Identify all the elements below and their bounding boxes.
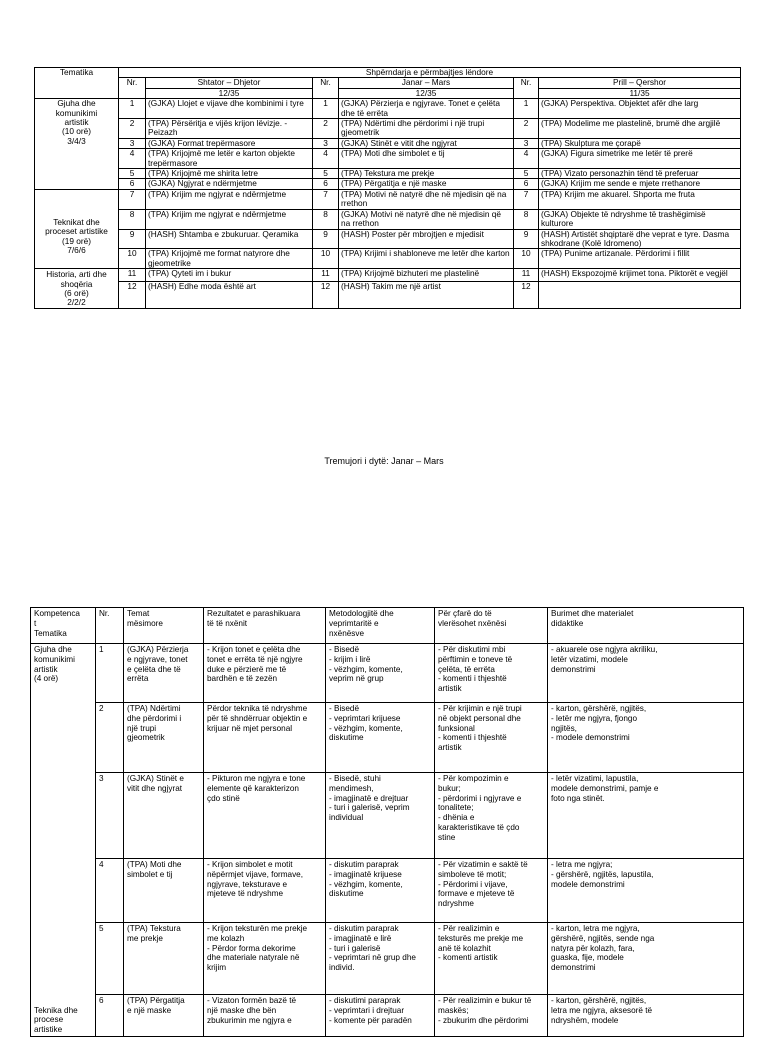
resources-cell: - akuarele ose ngjyra akriliku, letër vizatimi, modele demonstrimi bbox=[548, 644, 744, 703]
distribution-row bbox=[35, 209, 741, 229]
row-number: 3 bbox=[514, 138, 539, 148]
assessment-cell: - Për realizimin e teksturës me prekje me anë të kolazhit - komenti artistik bbox=[435, 923, 548, 995]
topic-cell: (TPA) Motivi në natyrë dhe në mjedisin që na rrethon bbox=[339, 189, 514, 209]
row-number: 10 bbox=[514, 249, 539, 269]
topic-cell: (TPA) Përgatitja e një maske bbox=[339, 179, 514, 189]
methodology-cell: - Bisedë - veprimtari krijuese - vëzhgim, komente, diskutime bbox=[326, 703, 435, 773]
topic-cell: (TPA) Krijim me ngjyrat e ndërmjetme bbox=[146, 209, 313, 229]
lesson-row bbox=[31, 923, 744, 995]
resources-cell: - letër vizatimi, lapustila, modele demonstrimi, pamje e foto nga stinët. bbox=[548, 773, 744, 859]
topic-cell: (TPA) Krijojmë me letër e karton objekte trepërmasore bbox=[146, 149, 313, 169]
topic-cell: (TPA) Krijojmë me shirita letre bbox=[146, 169, 313, 179]
period-name: Prill – Qershor bbox=[539, 78, 741, 88]
topic-cell: (HASH) Edhe moda është art bbox=[146, 281, 313, 308]
period-name: Shtator – Dhjetor bbox=[146, 78, 313, 88]
distribution-row bbox=[35, 179, 741, 189]
row-number: 4 bbox=[313, 149, 339, 169]
topic-cell: (TPA) Qyteti im i bukur bbox=[146, 269, 313, 282]
topic-cell: (HASH) Artistët shqiptarë dhe veprat e tyre. Dasma shkodrane (Kolë Idromeno) bbox=[539, 229, 741, 249]
row-number: 5 bbox=[119, 169, 146, 179]
row-number: 6 bbox=[514, 179, 539, 189]
methodology-cell: - Bisedë, stuhi mendimesh, - imagjinatë e drejtuar - turi i galerisë, veprim individual bbox=[326, 773, 435, 859]
row-number: 5 bbox=[514, 169, 539, 179]
row-number: 11 bbox=[119, 269, 146, 282]
row-number: 4 bbox=[96, 859, 124, 923]
topic-cell: (HASH) Ekspozojmë krijimet tona. Piktorët e vegjël bbox=[539, 269, 741, 282]
topic-cell: (GJKA) Stinët e vitit dhe ngjyrat bbox=[124, 773, 204, 859]
row-number: 1 bbox=[119, 99, 146, 119]
resources-cell: - karton, gërshërë, ngjitës, letra me ngjyra, aksesorë të ndryshëm, modele bbox=[548, 995, 744, 1037]
row-number: 3 bbox=[96, 773, 124, 859]
period-hours: 12/35 bbox=[339, 88, 514, 98]
row-number: 2 bbox=[119, 119, 146, 139]
assessment-cell: - Për krijimin e një trupi në objekt personal dhe funksional - komenti i thjeshtë artistik bbox=[435, 703, 548, 773]
methodology-cell: - Bisedë - krijim i lirë - vëzhgim, komente, veprim në grup bbox=[326, 644, 435, 703]
row-number: 4 bbox=[119, 149, 146, 169]
assessment-cell: - Për vizatimin e saktë të simboleve të motit; - Përdorimi i vijave, formave e mjeteve të ndryshme bbox=[435, 859, 548, 923]
lesson-row bbox=[31, 703, 744, 773]
topics-header: Temat mësimore bbox=[124, 608, 204, 644]
row-number: 7 bbox=[313, 189, 339, 209]
theme-cell: Gjuha dhe komunikimi artistik (10 orë) 3/4/3 bbox=[35, 99, 119, 190]
topic-cell: (TPA) Modelime me plastelinë, brumë dhe argjilë bbox=[539, 119, 741, 139]
row-number: 8 bbox=[313, 209, 339, 229]
topic-cell: (TPA) Ndërtimi dhe përdorimi i një trupi gjeometrik bbox=[339, 119, 514, 139]
row-number: 1 bbox=[514, 99, 539, 119]
distribution-row bbox=[35, 149, 741, 169]
assessment-cell: - Për realizimin e bukur të maskës; - zbukurim dhe përdorimi bbox=[435, 995, 548, 1037]
competence-cell: Gjuha dhe komunikimi artistik (4 orë) bbox=[31, 644, 96, 923]
topic-cell: (HASH) Poster për mbrojtjen e mjedisit bbox=[339, 229, 514, 249]
topic-cell: (GJKA) Përzierja e ngjyrave. Tonet e çelëta dhe të errëta bbox=[339, 99, 514, 119]
results-cell: - Krijon tonet e çelëta dhe tonet e errëta të një ngjyre duke e përzierë me të bardhën e të zezën bbox=[204, 644, 326, 703]
content-distribution-table bbox=[34, 67, 741, 309]
row-number: 2 bbox=[96, 703, 124, 773]
row-number: 12 bbox=[514, 281, 539, 308]
period-name: Janar – Mars bbox=[339, 78, 514, 88]
row-number: 6 bbox=[96, 995, 124, 1037]
nr-header: Nr. bbox=[96, 608, 124, 644]
row-number: 7 bbox=[514, 189, 539, 209]
row-number: 5 bbox=[313, 169, 339, 179]
distribution-row bbox=[35, 99, 741, 119]
topic-cell: (TPA) Krijimi i shabloneve me letër dhe karton bbox=[339, 249, 514, 269]
row-number: 4 bbox=[514, 149, 539, 169]
results-cell: Përdor teknika të ndryshme për të shndërruar objektin e krijuar në mjet personal bbox=[204, 703, 326, 773]
topic-cell: (TPA) Skulptura me çorapë bbox=[539, 138, 741, 148]
row-number: 2 bbox=[313, 119, 339, 139]
topic-cell: (GJKA) Krijim me sende e mjete rrethanore bbox=[539, 179, 741, 189]
row-number: 3 bbox=[313, 138, 339, 148]
results-cell: - Vizaton formën bazë të një maske dhe bën zbukurimin me ngjyra e bbox=[204, 995, 326, 1037]
results-cell: - Krijon simbolet e motit nëpërmjet vijave, formave, ngjyrave, teksturave e mjeteve të ndryshme bbox=[204, 859, 326, 923]
results-header: Rezultatet e parashikuara të të nxënit bbox=[204, 608, 326, 644]
distribution-row bbox=[35, 169, 741, 179]
assessment-header: Për çfarë do të vlerësohet nxënësi bbox=[435, 608, 548, 644]
distribution-title: Shpërndarja e përmbajtjes lëndore bbox=[119, 68, 741, 78]
topic-cell: (HASH) Shtamba e zbukuruar. Qeramika bbox=[146, 229, 313, 249]
results-cell: - Krijon teksturën me prekje me kolazh - Përdor forma dekorime dhe materiale natyrale në krijim bbox=[204, 923, 326, 995]
resources-header: Burimet dhe materialet didaktike bbox=[548, 608, 744, 644]
row-number: 9 bbox=[514, 229, 539, 249]
row-number: 3 bbox=[119, 138, 146, 148]
assessment-cell: - Për diskutimi mbi përftimin e toneve të çelëta, të errëta - komenti i thjeshtë artistik bbox=[435, 644, 548, 703]
row-number: 10 bbox=[313, 249, 339, 269]
lesson-row bbox=[31, 995, 744, 1037]
nr-header: Nr. bbox=[514, 78, 539, 99]
row-number: 8 bbox=[119, 209, 146, 229]
topic-cell: (TPA) Ndërtimi dhe përdorimi i një trupi gjeometrik bbox=[124, 703, 204, 773]
row-number: 2 bbox=[514, 119, 539, 139]
topic-cell: (TPA) Vizato personazhin tënd të preferuar bbox=[539, 169, 741, 179]
distribution-row bbox=[35, 119, 741, 139]
topic-cell: (TPA) Moti dhe simbolet e tij bbox=[124, 859, 204, 923]
lesson-plan-table bbox=[30, 607, 744, 1037]
topic-cell: (GJKA) Motivi në natyrë dhe në mjedisin që na rrethon bbox=[339, 209, 514, 229]
row-number: 1 bbox=[96, 644, 124, 703]
topic-cell: (TPA) Përgatitja e një maske bbox=[124, 995, 204, 1037]
competence-cell: Teknika dhe procese artistike bbox=[31, 923, 96, 1037]
topic-cell: (TPA) Krijojmë me format natyrore dhe gjeometrike bbox=[146, 249, 313, 269]
row-number: 6 bbox=[313, 179, 339, 189]
resources-cell: - letra me ngjyra; - gërshërë, ngjitës, lapustila, modele demonstrimi bbox=[548, 859, 744, 923]
row-number: 12 bbox=[313, 281, 339, 308]
theme-cell: Historia, arti dhe shoqëria (6 orë) 2/2/2 bbox=[35, 269, 119, 309]
distribution-row bbox=[35, 269, 741, 282]
topic-cell: (GJKA) Llojet e vijave dhe kombinimi i tyre bbox=[146, 99, 313, 119]
distribution-row bbox=[35, 249, 741, 269]
methodology-cell: - diskutim paraprak - imagjinatë krijuese - vëzhgim, komente, diskutime bbox=[326, 859, 435, 923]
lesson-row bbox=[31, 773, 744, 859]
lesson-row bbox=[31, 644, 744, 703]
topic-cell: (GJKA) Perspektiva. Objektet afër dhe larg bbox=[539, 99, 741, 119]
topic-cell: (TPA) Moti dhe simbolet e tij bbox=[339, 149, 514, 169]
topic-cell: (GJKA) Përzierja e ngjyrave, tonet e çelëta dhe të errëta bbox=[124, 644, 204, 703]
topic-cell: (GJKA) Objekte të ndryshme të trashëgimisë kulturore bbox=[539, 209, 741, 229]
assessment-cell: - Për kompozimin e bukur; - përdorimi i ngjyrave e tonalitete; - dhënia e karakteristikave të çdo stine bbox=[435, 773, 548, 859]
quarter-subtitle: Tremujori i dytë: Janar – Mars bbox=[324, 456, 444, 466]
row-number: 9 bbox=[119, 229, 146, 249]
lesson-row bbox=[31, 859, 744, 923]
row-number: 12 bbox=[119, 281, 146, 308]
period-hours: 11/35 bbox=[539, 88, 741, 98]
nr-header: Nr. bbox=[313, 78, 339, 99]
row-number: 5 bbox=[96, 923, 124, 995]
resources-cell: - karton, letra me ngjyra, gërshërë, ngjitës, sende nga natyra për kolazh, fara, guaska, fije, modele demonstrimi bbox=[548, 923, 744, 995]
methodology-cell: - diskutim paraprak - imagjinatë e lirë - turi i galerisë - veprimtari në grup dhe individ. bbox=[326, 923, 435, 995]
period-hours: 12/35 bbox=[146, 88, 313, 98]
row-number: 9 bbox=[313, 229, 339, 249]
distribution-row bbox=[35, 281, 741, 308]
row-number: 6 bbox=[119, 179, 146, 189]
row-number: 8 bbox=[514, 209, 539, 229]
methodology-header: Metodologjitë dhe veprimtaritë e nxënësve bbox=[326, 608, 435, 644]
results-cell: - Pikturon me ngjyra e tone elemente që karakterizon çdo stinë bbox=[204, 773, 326, 859]
distribution-row bbox=[35, 138, 741, 148]
topic-cell: (GJKA) Stinët e vitit dhe ngjyrat bbox=[339, 138, 514, 148]
theme-cell: Teknikat dhe proceset artistike (19 orë) 7/6/6 bbox=[35, 189, 119, 268]
tematika-header: Tematika bbox=[35, 68, 119, 99]
topic-cell bbox=[539, 281, 741, 308]
topic-cell: (GJKA) Figura simetrike me letër të prerë bbox=[539, 149, 741, 169]
methodology-cell: - diskutimi paraprak - veprimtari i drejtuar - komente për paradën bbox=[326, 995, 435, 1037]
topic-cell: (TPA) Krijim me akuarel. Shporta me fruta bbox=[539, 189, 741, 209]
competence-header: Kompetenca t Tematika bbox=[31, 608, 96, 644]
distribution-row bbox=[35, 229, 741, 249]
row-number: 7 bbox=[119, 189, 146, 209]
topic-cell: (HASH) Takim me një artist bbox=[339, 281, 514, 308]
nr-header: Nr. bbox=[119, 78, 146, 99]
row-number: 11 bbox=[313, 269, 339, 282]
topic-cell: (TPA) Krijim me ngjyrat e ndërmjetme bbox=[146, 189, 313, 209]
topic-cell: (TPA) Punime artizanale. Përdorimi i fillit bbox=[539, 249, 741, 269]
distribution-row bbox=[35, 189, 741, 209]
row-number: 10 bbox=[119, 249, 146, 269]
row-number: 1 bbox=[313, 99, 339, 119]
row-number: 11 bbox=[514, 269, 539, 282]
topic-cell: (GJKA) Format trepërmasore bbox=[146, 138, 313, 148]
topic-cell: (TPA) Krijojmë bizhuteri me plastelinë bbox=[339, 269, 514, 282]
topic-cell: (TPA) Tekstura me prekje bbox=[339, 169, 514, 179]
topic-cell: (GJKA) Ngjyrat e ndërmjetme bbox=[146, 179, 313, 189]
resources-cell: - karton, gërshërë, ngjitës, - letër me ngjyra, fjongo ngjitës, - modele demonstrimi bbox=[548, 703, 744, 773]
topic-cell: (TPA) Tekstura me prekje bbox=[124, 923, 204, 995]
topic-cell: (TPA) Përsëritja e vijës krijon lëvizje. - Peizazh bbox=[146, 119, 313, 139]
